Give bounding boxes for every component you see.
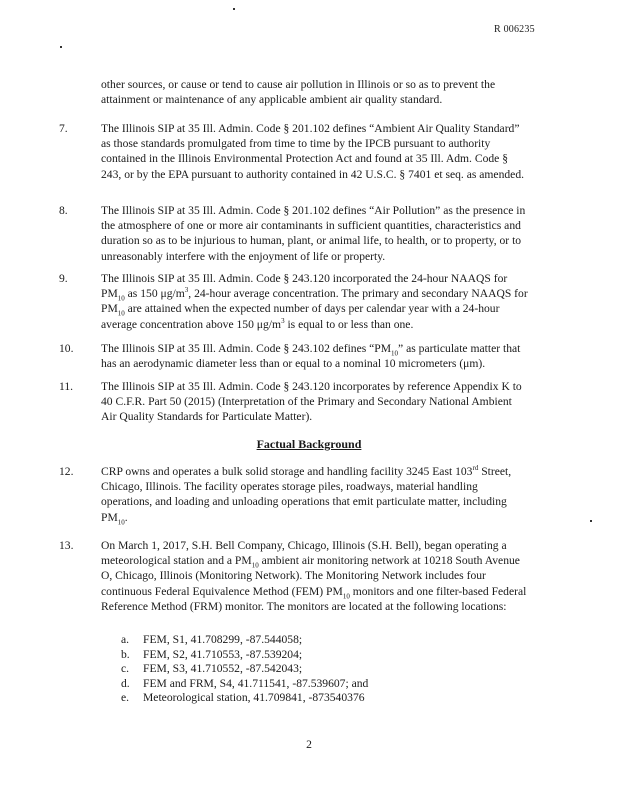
paragraph-text: The Illinois SIP at 35 Ill. Admin. Code § 201.102 defines “Ambient Air Quality Standard” as those standards promulgated from time to time by the IPCB pursuant to authority contained in the Illinois Environmental Protection Act and found at 35 Ill. Adm. Code § 243, or by the EPA pursuant to authority contained in 42 U.S.C. § 7401 et seq. as amended. — [101, 122, 525, 181]
paragraph-text: The Illinois SIP at 35 Ill. Admin. Code § 243.120 incorporates by reference Appendix K to 40 C.F.R. Part 50 (2015) (Interpretation of the Primary and Secondary National Ambient Air Quality Standards for Particulate Matter). — [101, 380, 522, 424]
paragraph-text: The Illinois SIP at 35 Ill. Admin. Code § 243.120 incorporated the 24-hour NAAQS for $PM_{10}$ as 150 $\mu g/m^3$, 24-hour average concentration. The primary and secondary NAAQS for $PM_{10}$ are attained when the expected number of days per calendar year with a 24-hour average concentration above 150 $\mu g/m^3$ is equal to or less than one. — [101, 272, 528, 331]
section-heading: Factual Background — [256, 437, 362, 451]
bates-number: R 006235 — [494, 24, 535, 35]
paragraph-text: On March 1, 2017, S.H. Bell Company, Chicago, Illinois (S.H. Bell), began operating a meteorological station and a $PM_{10}$ ambient air monitoring network at 10218 South Avenue O, Chicago, Illinois (Monitoring Network). The Monitoring Network includes four continuous Federal Equivalence Method (FEM) $PM_{10}$ monitors and one filter-based Federal Reference Method (FRM) monitor. The monitors are located at the following locations: — [101, 539, 527, 613]
paragraph-11 — [59, 379, 529, 425]
paragraph-8 — [59, 203, 529, 264]
list-letter: d. — [121, 676, 130, 690]
paragraph-number: 9. — [59, 272, 68, 285]
paragraph-number: 13. — [59, 539, 74, 552]
scan-speck — [590, 520, 592, 522]
list-text: Meteorological station, 41.709841, -873540376 — [143, 691, 365, 705]
paragraph-text: The Illinois SIP at 35 Ill. Admin. Code § 201.102 defines “Air Pollution” as the presence in the atmosphere of one or more air contaminants in sufficient quantities, characteristics and duration so as to be injurious to human, plant, or animal life, to health, or to property, or to unreasonably interfere with the enjoyment of life or property. — [101, 204, 526, 263]
list-item — [121, 633, 451, 648]
paragraph-number: 7. — [59, 122, 68, 135]
list-letter: e. — [121, 691, 130, 705]
list-text: FEM, S1, 41.708299, -87.544058; — [143, 633, 303, 646]
scan-speck — [60, 46, 62, 48]
paragraph-number: 11. — [59, 380, 74, 393]
paragraph-10 — [59, 341, 529, 371]
paragraph-12 — [59, 464, 529, 525]
page-number: 2 — [306, 738, 312, 751]
paragraph-text: CRP owns and operates a bulk solid storage and handling facility 3245 East 103rd Street, Chicago, Illinois. The facility operates storage piles, roadways, material handling operations, and loading and unloading operations that emit particulate matter, including $PM_{10}$. — [101, 464, 512, 526]
continuation-paragraph: other sources, or cause or tend to cause air pollution in Illinois or so as to prevent the attainment or maintenance of any applicable ambient air quality standard. — [101, 78, 496, 107]
list-item — [121, 691, 451, 706]
list-text: FEM and FRM, S4, 41.711541, -87.539607; and — [143, 676, 369, 690]
scan-speck — [233, 8, 235, 10]
list-item — [121, 662, 451, 677]
paragraph-7 — [59, 121, 529, 182]
list-letter: b. — [121, 647, 130, 661]
paragraph-number: 10. — [59, 342, 74, 355]
list-item — [121, 677, 451, 692]
list-letter: c. — [121, 662, 130, 676]
paragraph-number: 12. — [59, 465, 74, 478]
paragraph-number: 8. — [59, 204, 68, 217]
list-item — [121, 648, 451, 663]
paragraph-13 — [59, 538, 529, 614]
list-letter: a. — [121, 633, 130, 646]
paragraph-text: The Illinois SIP at 35 Ill. Admin. Code § 243.102 defines “$PM_{10}$” as particulate matter that has an aerodynamic diameter less than or equal to a nominal 10 micrometers (μm). — [101, 342, 521, 371]
monitor-locations-list — [121, 633, 451, 706]
list-text: FEM, S3, 41.710552, -87.542043; — [143, 662, 303, 676]
list-text: FEM, S2, 41.710553, -87.539204; — [143, 647, 303, 661]
paragraph-9 — [59, 271, 529, 332]
